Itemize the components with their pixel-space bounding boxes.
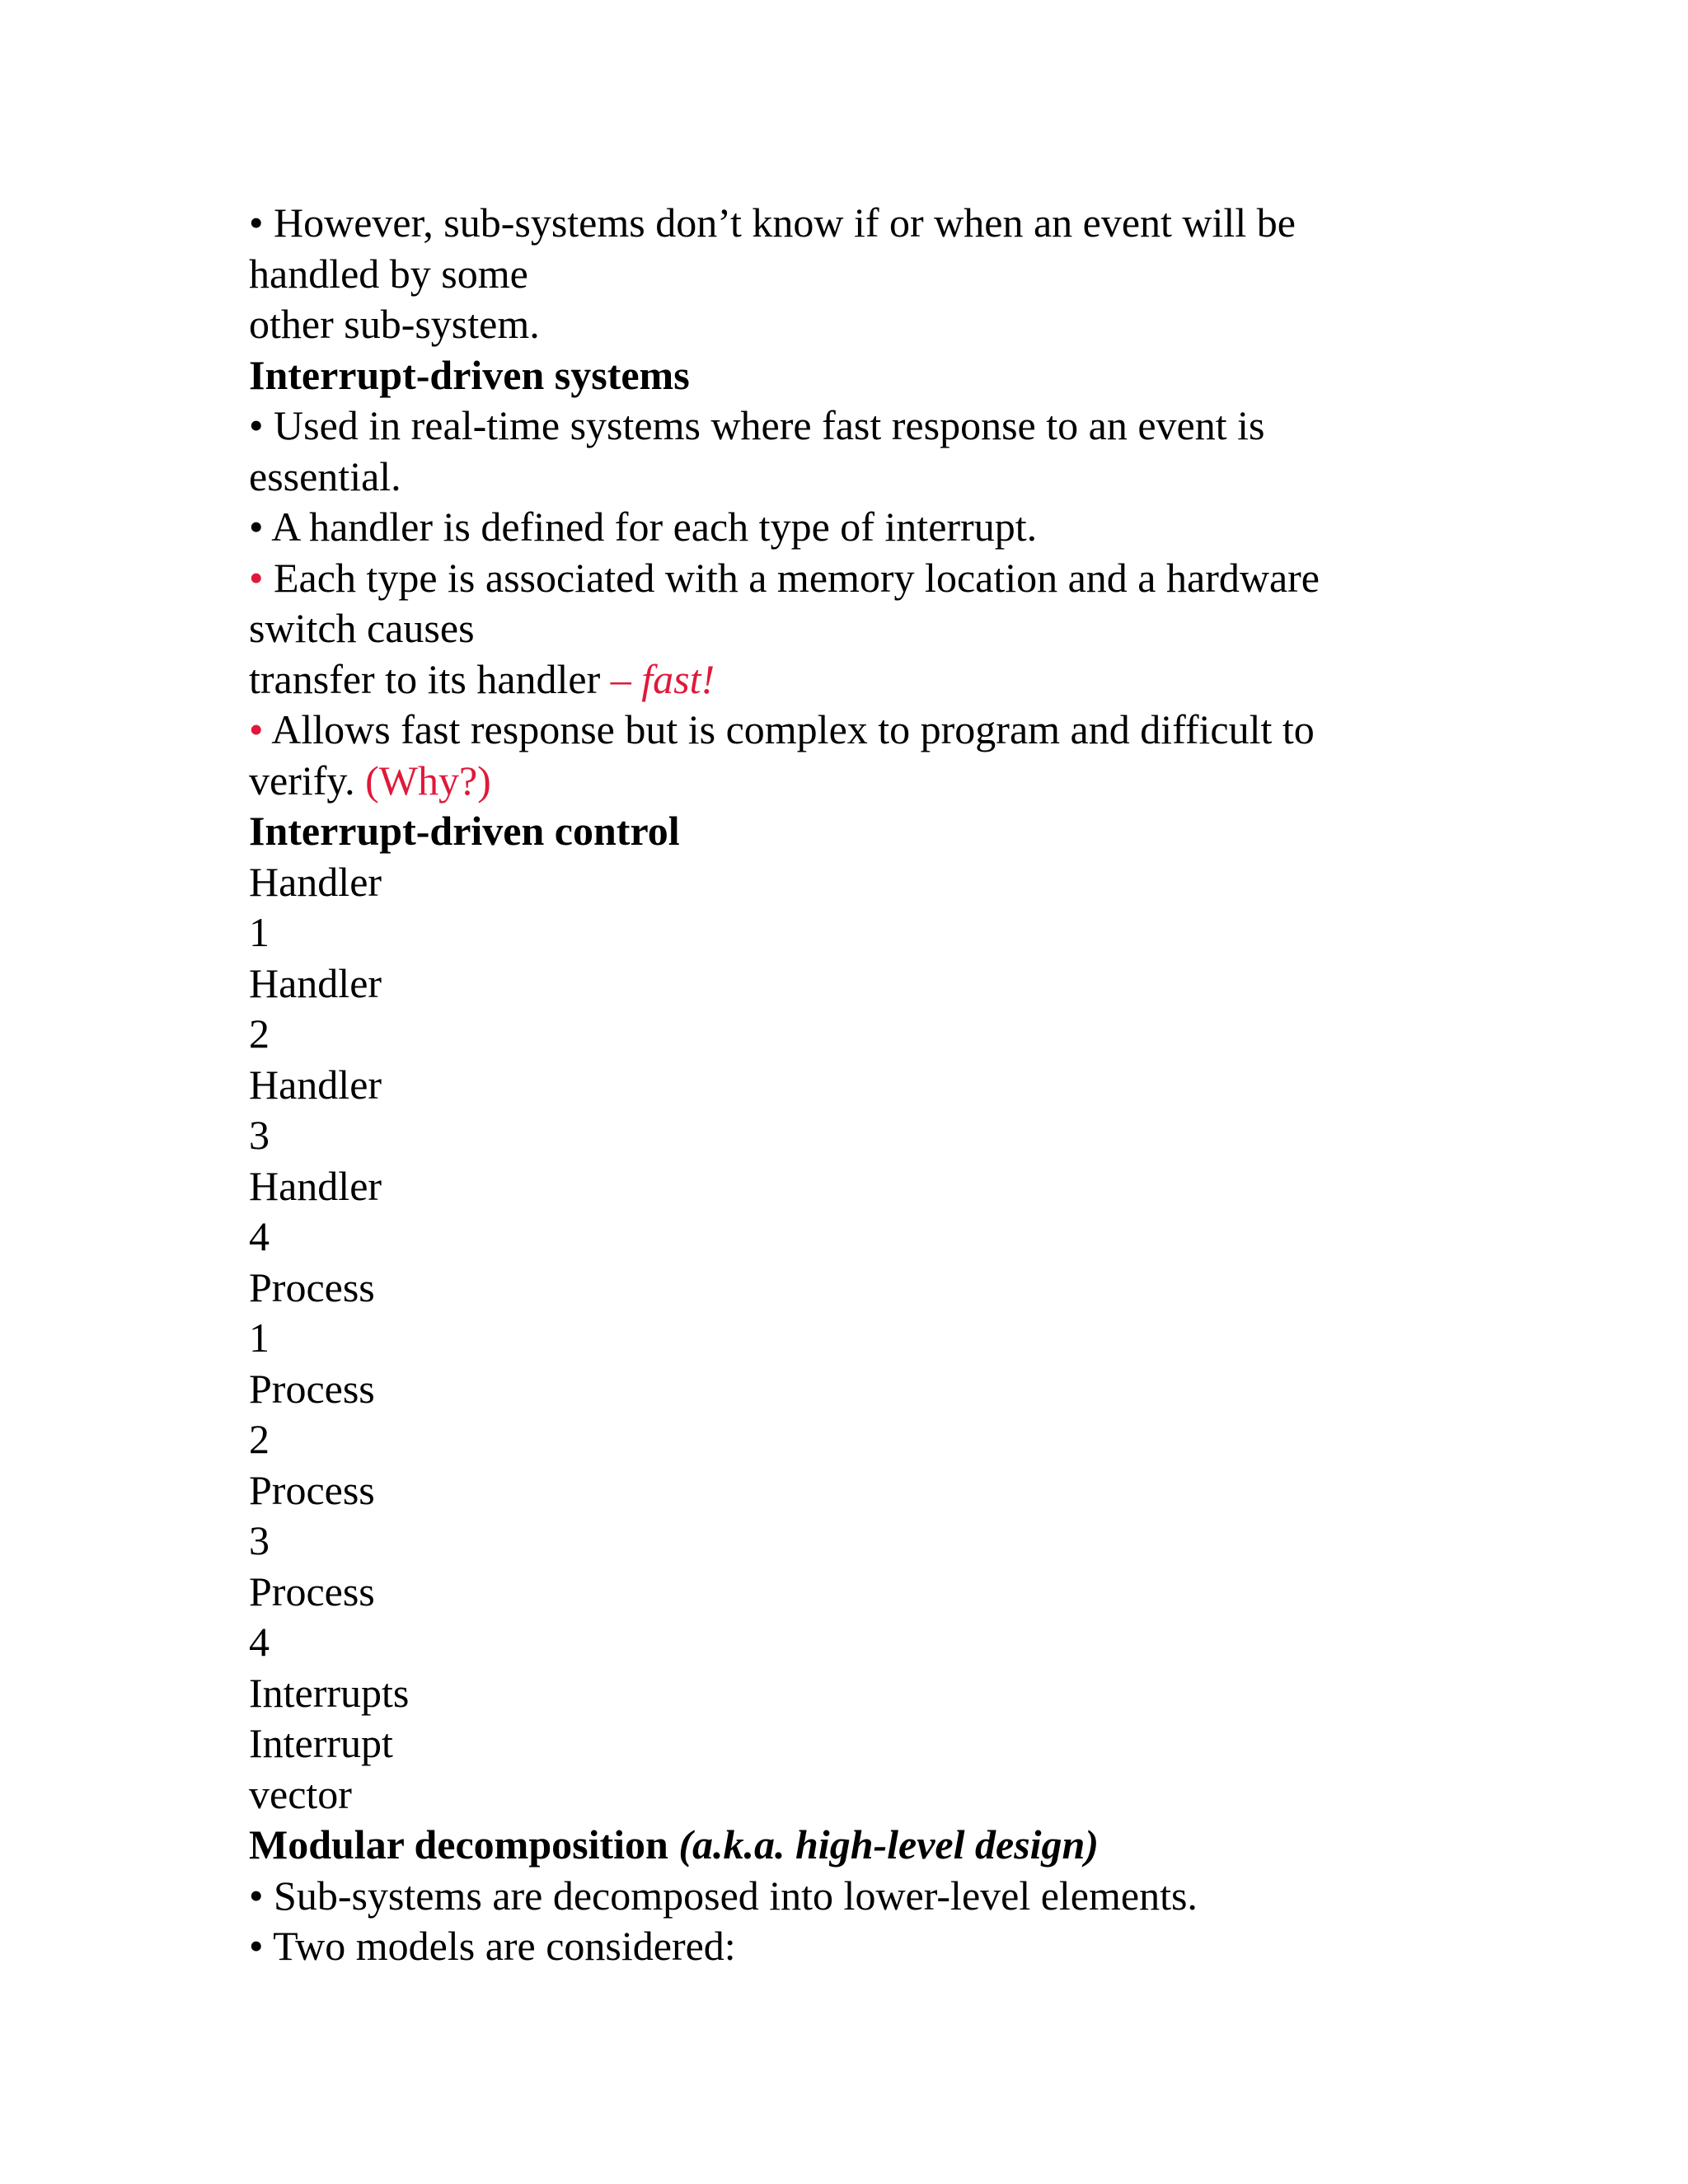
diagram-label: Interrupt xyxy=(249,1720,393,1766)
bullet-text: verify. xyxy=(249,757,366,804)
paragraph-line: other sub-system. xyxy=(249,301,540,347)
section-heading-interrupt-driven-systems: Interrupt-driven systems xyxy=(249,351,690,398)
bullet-line: essential. xyxy=(249,452,401,499)
diagram-label: 3 xyxy=(249,1112,270,1158)
diagram-label: Interrupts xyxy=(249,1669,410,1716)
emphasis-fast: fast! xyxy=(641,655,715,702)
bullet-line: • Two models are considered: xyxy=(249,1923,736,1969)
paragraph-line: • However, sub-systems don’t know if or when an event will be xyxy=(249,199,1296,246)
diagram-label: vector xyxy=(249,1770,352,1817)
section-heading-interrupt-driven-control: Interrupt-driven control xyxy=(249,808,680,854)
diagram-label: 4 xyxy=(249,1213,270,1259)
diagram-label: 1 xyxy=(249,909,270,955)
bullet-line: • A handler is defined for each type of interrupt. xyxy=(249,504,1038,550)
bullet-line xyxy=(249,756,1485,807)
diagram-label: Handler xyxy=(249,1162,382,1209)
bullet-line: switch causes xyxy=(249,605,475,651)
diagram-label: 2 xyxy=(249,1416,270,1462)
red-bullet-icon: • xyxy=(249,706,264,752)
bullet-text: transfer to its handler xyxy=(249,655,611,702)
diagram-label: Handler xyxy=(249,959,382,1006)
bullet-line xyxy=(249,553,1485,604)
section-heading-modular-decomposition xyxy=(249,1820,1485,1871)
diagram-label-list xyxy=(249,857,1485,1821)
diagram-label: Process xyxy=(249,1568,375,1615)
bullet-line: • Sub-systems are decomposed into lower-level elements. xyxy=(249,1872,1198,1919)
bullet-text: Each type is associated with a memory location and a hardware xyxy=(263,554,1320,601)
diagram-label: Process xyxy=(249,1466,375,1513)
diagram-label: Handler xyxy=(249,858,382,905)
diagram-label: Process xyxy=(249,1365,375,1412)
diagram-label: Handler xyxy=(249,1061,382,1108)
diagram-label: 2 xyxy=(249,1010,270,1057)
emphasis-why: (Why?) xyxy=(365,757,491,804)
emphasis-dash: – xyxy=(610,655,642,702)
diagram-label: 3 xyxy=(249,1517,270,1563)
bullet-text: Allows fast response but is complex to program and difficult to xyxy=(263,706,1315,752)
bullet-line: • Used in real-time systems where fast response to an event is xyxy=(249,402,1265,448)
paragraph-line: handled by some xyxy=(249,250,528,297)
bullet-line xyxy=(249,654,1485,705)
red-bullet-icon: • xyxy=(249,554,264,601)
diagram-label: 1 xyxy=(249,1315,270,1361)
diagram-label: Process xyxy=(249,1263,375,1310)
heading-aside: (a.k.a. high-level design) xyxy=(678,1821,1100,1868)
heading-main: Modular decomposition xyxy=(249,1821,679,1868)
bullet-line xyxy=(249,705,1485,756)
document-body xyxy=(249,198,1485,1972)
diagram-label: 4 xyxy=(249,1619,270,1665)
